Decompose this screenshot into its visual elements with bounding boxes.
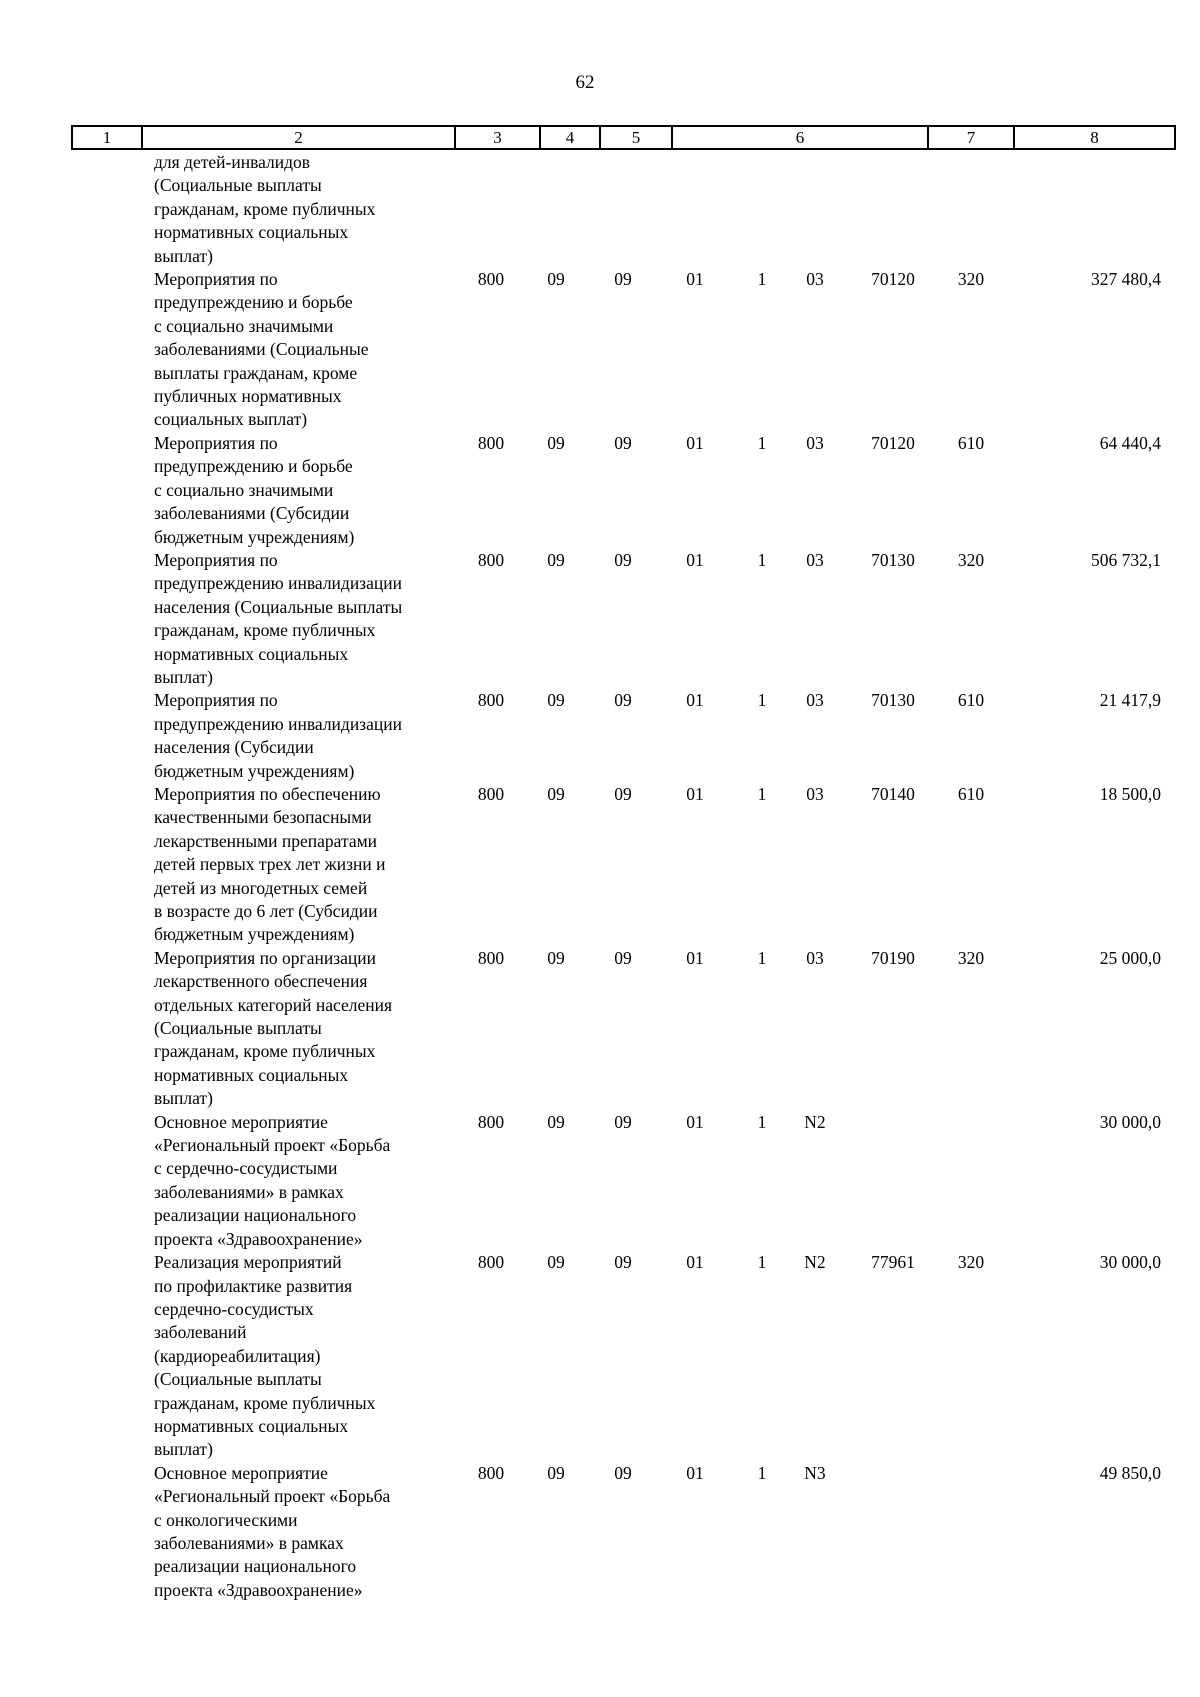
row-cell-c8: 25 000,0 (1099, 947, 1161, 968)
row-cell-c4: 09 (547, 269, 565, 290)
row-cell-c6a: 01 (686, 947, 704, 968)
row-cell-c8: 327 480,4 (1091, 269, 1161, 290)
header-col-6: 6 (672, 126, 928, 149)
row-description: Основное мероприятие «Региональный проект «Борьба с сердечно-сосудистыми заболеваниями» в рамках реализации национального проекта «Здравоохранение» (154, 1111, 391, 1249)
table-row (71, 151, 1174, 268)
row-cell-c7: 320 (957, 549, 985, 570)
row-cell-c8: 64 440,4 (1099, 432, 1161, 453)
row-cell-c6d: 70140 (871, 783, 915, 804)
row-cell-c7: 320 (957, 1252, 985, 1273)
header-col-5: 5 (600, 126, 672, 149)
row-description: Мероприятия по предупреждению и борьбе с социально значимыми заболеваниями (Субсидии бюджетным учреждениям) (154, 432, 355, 547)
row-cell-c6b: 1 (757, 549, 767, 570)
row-cell-c6c: N3 (804, 1462, 826, 1483)
row-description: для детей-инвалидов (Социальные выплаты гражданам, кроме публичных нормативных социальных выплат) (154, 152, 376, 266)
row-cell-c6a: 01 (686, 549, 704, 570)
row-cell-c7: 610 (957, 690, 985, 711)
row-cell-c3: 800 (477, 549, 505, 570)
row-cell-c8: 21 417,9 (1099, 690, 1161, 711)
row-cell-c3: 800 (477, 947, 505, 968)
row-cell-c4: 09 (547, 1462, 565, 1483)
row-cell-c6a: 01 (686, 1462, 704, 1483)
row-cell-c6c: 03 (806, 549, 824, 570)
row-cell-c6b: 1 (757, 1252, 767, 1273)
header-col-7: 7 (928, 126, 1014, 149)
row-cell-c4: 09 (547, 947, 565, 968)
row-description: Мероприятия по предупреждению и борьбе с социально значимыми заболеваниями (Социальные выплаты гражданам, кроме публичных нормативных социальных выплат) (154, 269, 369, 430)
row-cell-c6a: 01 (686, 690, 704, 711)
row-cell-c3: 800 (477, 1252, 505, 1273)
header-col-8: 8 (1014, 126, 1175, 149)
row-cell-c5: 09 (614, 783, 632, 804)
header-col-3: 3 (455, 126, 540, 149)
row-cell-c5: 09 (614, 1462, 632, 1483)
row-cell-c6a: 01 (686, 783, 704, 804)
row-cell-c6d: 70120 (871, 432, 915, 453)
row-cell-c7: 610 (957, 783, 985, 804)
row-cell-c7: 610 (957, 432, 985, 453)
header-col-1: 1 (72, 126, 142, 149)
row-cell-c6b: 1 (757, 1462, 767, 1483)
row-cell-c3: 800 (477, 783, 505, 804)
row-cell-c3: 800 (477, 432, 505, 453)
row-cell-c6c: 03 (806, 690, 824, 711)
row-cell-c6c: 03 (806, 783, 824, 804)
row-cell-c7: 320 (957, 269, 985, 290)
row-cell-c6d: 70120 (871, 269, 915, 290)
row-description: Мероприятия по обеспечению качественными безопасными лекарственными препаратами детей первых трех лет жизни и детей из многодетных семей в возрасте до 6 лет (Субсидии бюджетным учреждениям) (154, 783, 386, 945)
row-cell-c5: 09 (614, 549, 632, 570)
row-cell-c8: 49 850,0 (1099, 1462, 1161, 1483)
row-description: Реализация мероприятий по профилактике развития сердечно-сосудистых заболеваний (кардиореабилитация) (Социальные выплаты гражданам, кроме публичных нормативных социальных выплат) (154, 1252, 376, 1460)
row-cell-c6c: N2 (804, 1252, 826, 1273)
row-cell-c3: 800 (477, 690, 505, 711)
table-row (71, 689, 1174, 783)
row-cell-c4: 09 (547, 549, 565, 570)
row-cell-c6a: 01 (686, 269, 704, 290)
row-cell-c6d: 77961 (871, 1252, 915, 1273)
page-number: 62 (575, 72, 595, 93)
row-cell-c4: 09 (547, 432, 565, 453)
row-cell-c4: 09 (547, 1252, 565, 1273)
row-cell-c6b: 1 (757, 1111, 767, 1132)
row-description: Мероприятия по предупреждению инвалидизации населения (Субсидии бюджетным учреждениям) (154, 690, 402, 781)
row-cell-c7: 320 (957, 947, 985, 968)
row-cell-c6b: 1 (757, 947, 767, 968)
row-cell-c6a: 01 (686, 1252, 704, 1273)
row-cell-c5: 09 (614, 269, 632, 290)
row-cell-c8: 30 000,0 (1099, 1111, 1161, 1132)
table-row (71, 549, 1174, 689)
column-header-row (72, 126, 1175, 149)
row-cell-c6b: 1 (757, 690, 767, 711)
table-row (71, 947, 1174, 1111)
row-cell-c4: 09 (547, 783, 565, 804)
row-cell-c8: 30 000,0 (1099, 1252, 1161, 1273)
row-cell-c6d: 70190 (871, 947, 915, 968)
table-row (71, 1251, 1174, 1462)
row-cell-c6c: 03 (806, 432, 824, 453)
row-cell-c5: 09 (614, 1111, 632, 1132)
row-cell-c5: 09 (614, 690, 632, 711)
row-cell-c6c: N2 (804, 1111, 826, 1132)
header-col-4: 4 (540, 126, 600, 149)
row-cell-c3: 800 (477, 1111, 505, 1132)
row-cell-c4: 09 (547, 1111, 565, 1132)
column-header-table (71, 125, 1176, 150)
table-row (71, 432, 1174, 549)
row-cell-c8: 18 500,0 (1099, 783, 1161, 804)
row-description: Мероприятия по предупреждению инвалидизации населения (Социальные выплаты гражданам, кроме публичных нормативных социальных выплат) (154, 549, 403, 687)
row-description: Мероприятия по организации лекарственного обеспечения отдельных категорий населения (Социальные выплаты гражданам, кроме публичных нормативных социальных выплат) (154, 947, 393, 1109)
header-col-2: 2 (142, 126, 455, 149)
row-cell-c6c: 03 (806, 947, 824, 968)
row-cell-c6b: 1 (757, 783, 767, 804)
budget-rows (71, 151, 1174, 1602)
table-row (71, 268, 1174, 432)
row-cell-c5: 09 (614, 947, 632, 968)
row-cell-c5: 09 (614, 432, 632, 453)
row-cell-c8: 506 732,1 (1091, 549, 1161, 570)
row-cell-c5: 09 (614, 1252, 632, 1273)
table-row (71, 1462, 1174, 1602)
row-cell-c6b: 1 (757, 269, 767, 290)
row-cell-c3: 800 (477, 269, 505, 290)
row-cell-c6c: 03 (806, 269, 824, 290)
row-cell-c4: 09 (547, 690, 565, 711)
row-cell-c6d: 70130 (871, 549, 915, 570)
row-cell-c3: 800 (477, 1462, 505, 1483)
table-row (71, 783, 1174, 947)
row-cell-c6a: 01 (686, 432, 704, 453)
row-description: Основное мероприятие «Региональный проект «Борьба с онкологическими заболеваниями» в рамках реализации национального проекта «Здравоохранение» (154, 1462, 391, 1600)
row-cell-c6b: 1 (757, 432, 767, 453)
table-row (71, 1111, 1174, 1251)
row-cell-c6d: 70130 (871, 690, 915, 711)
row-cell-c6a: 01 (686, 1111, 704, 1132)
